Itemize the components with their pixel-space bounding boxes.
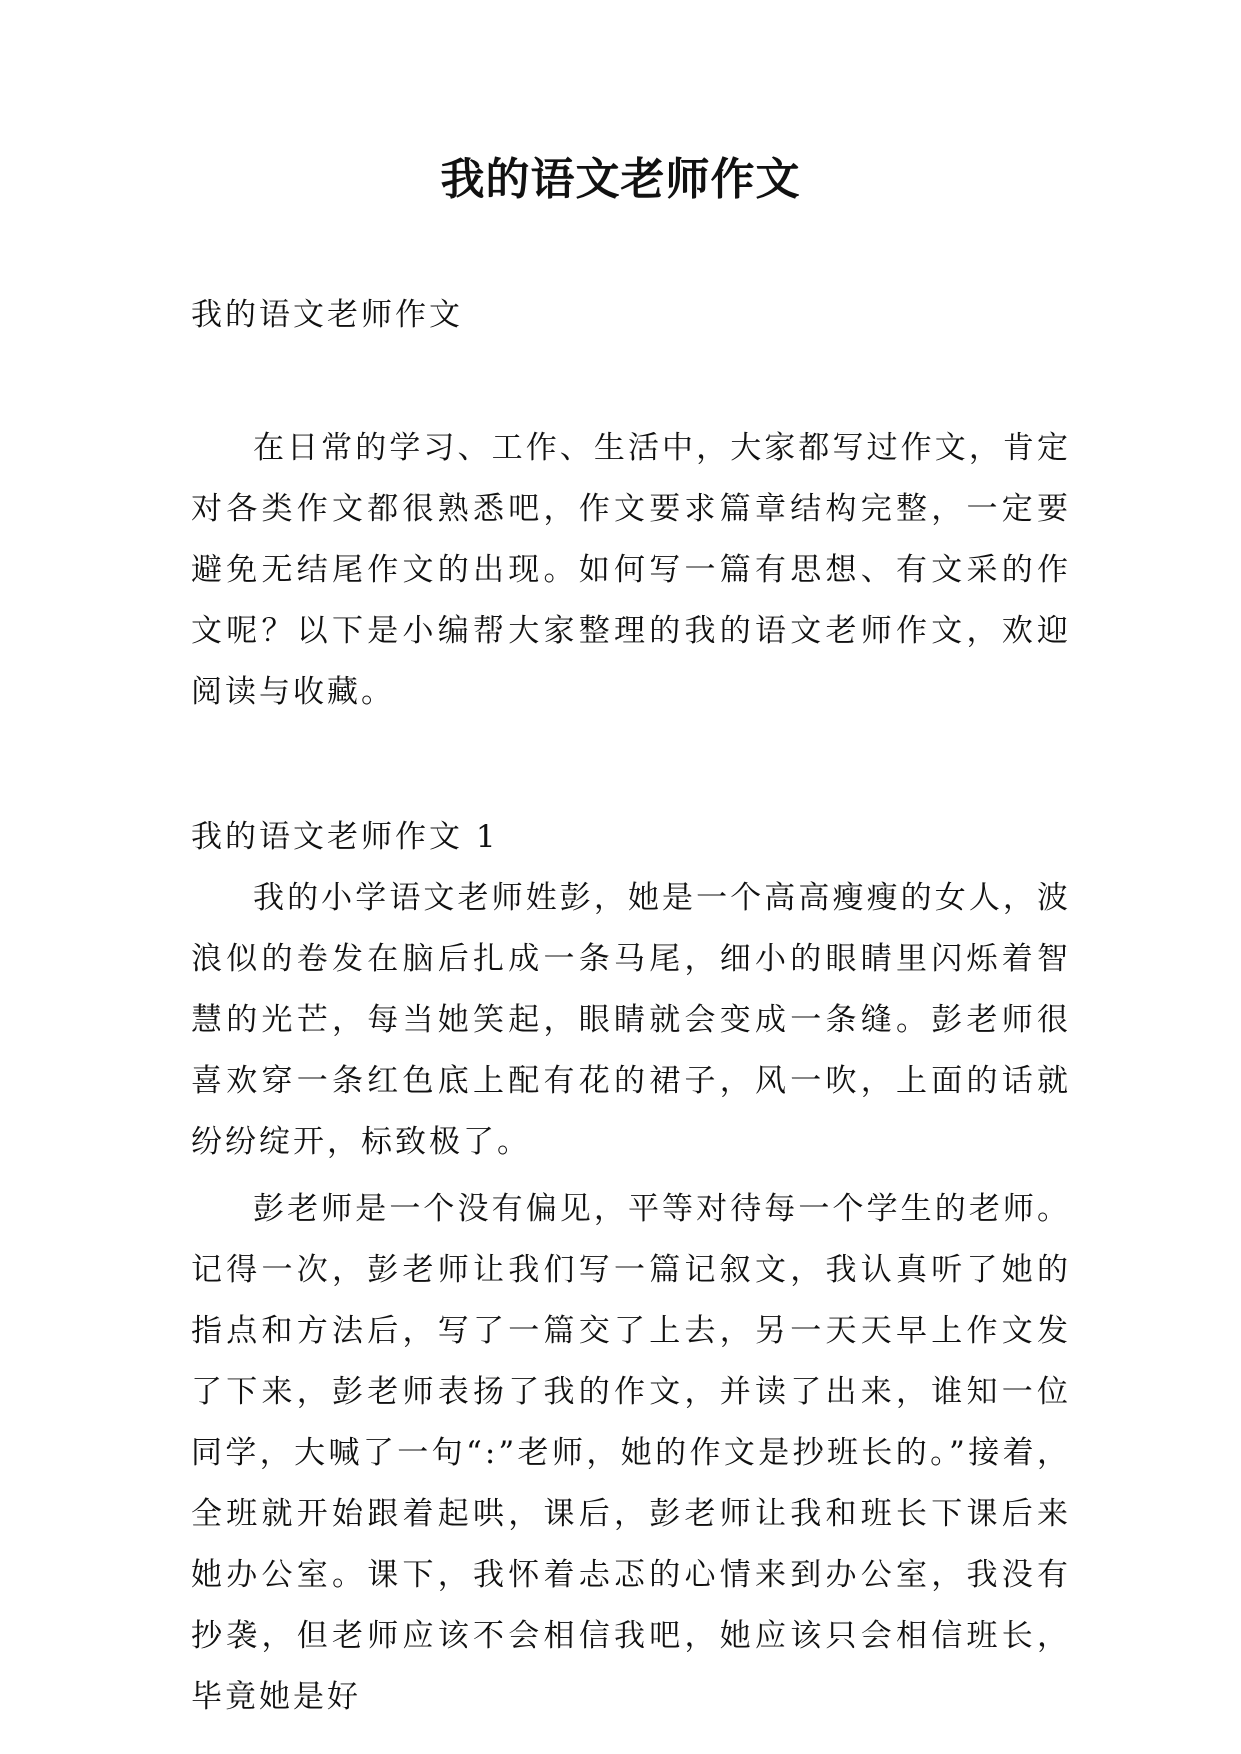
document-subtitle: 我的语文老师作文 (191, 297, 463, 333)
section-heading: 我的语文老师作文 1 (191, 819, 499, 855)
document-body (191, 285, 1071, 1728)
body-paragraph: 彭老师是一个没有偏见，平等对待每一个学生的老师。记得一次，彭老师让我们写一篇记叙文，我认真听了她的指点和方法后，写了一篇交了上去，另一天天早上作文发了下来，彭老师表扬了我的作文，并读了出来，谁知一位同学，大喊了一句“:”老师，她的作文是抄班长的。”接着，全班就开始跟着起哄，课后，彭老师让我和班长下课后来她办公室。课下，我怀着忐忑的心情来到办公室，我没有抄袭，但老师应该不会相信我吧，她应该只会相信班长，毕竟她是好 (191, 1191, 1071, 1715)
intro-paragraph: 在日常的学习、工作、生活中，大家都写过作文，肯定对各类作文都很熟悉吧，作文要求篇章结构完整，一定要避免无结尾作文的出现。如何写一篇有思想、有文采的作文呢？以下是小编帮大家整理的我的语文老师作文，欢迎阅读与收藏。 (191, 430, 1071, 710)
body-paragraph: 我的小学语文老师姓彭，她是一个高高瘦瘦的女人，波浪似的卷发在脑后扎成一条马尾，细小的眼睛里闪烁着智慧的光芒，每当她笑起，眼睛就会变成一条缝。彭老师很喜欢穿一条红色底上配有花的裙子，风一吹，上面的话就纷纷绽开，标致极了。 (191, 880, 1071, 1160)
document-title: 我的语文老师作文 (440, 154, 801, 205)
